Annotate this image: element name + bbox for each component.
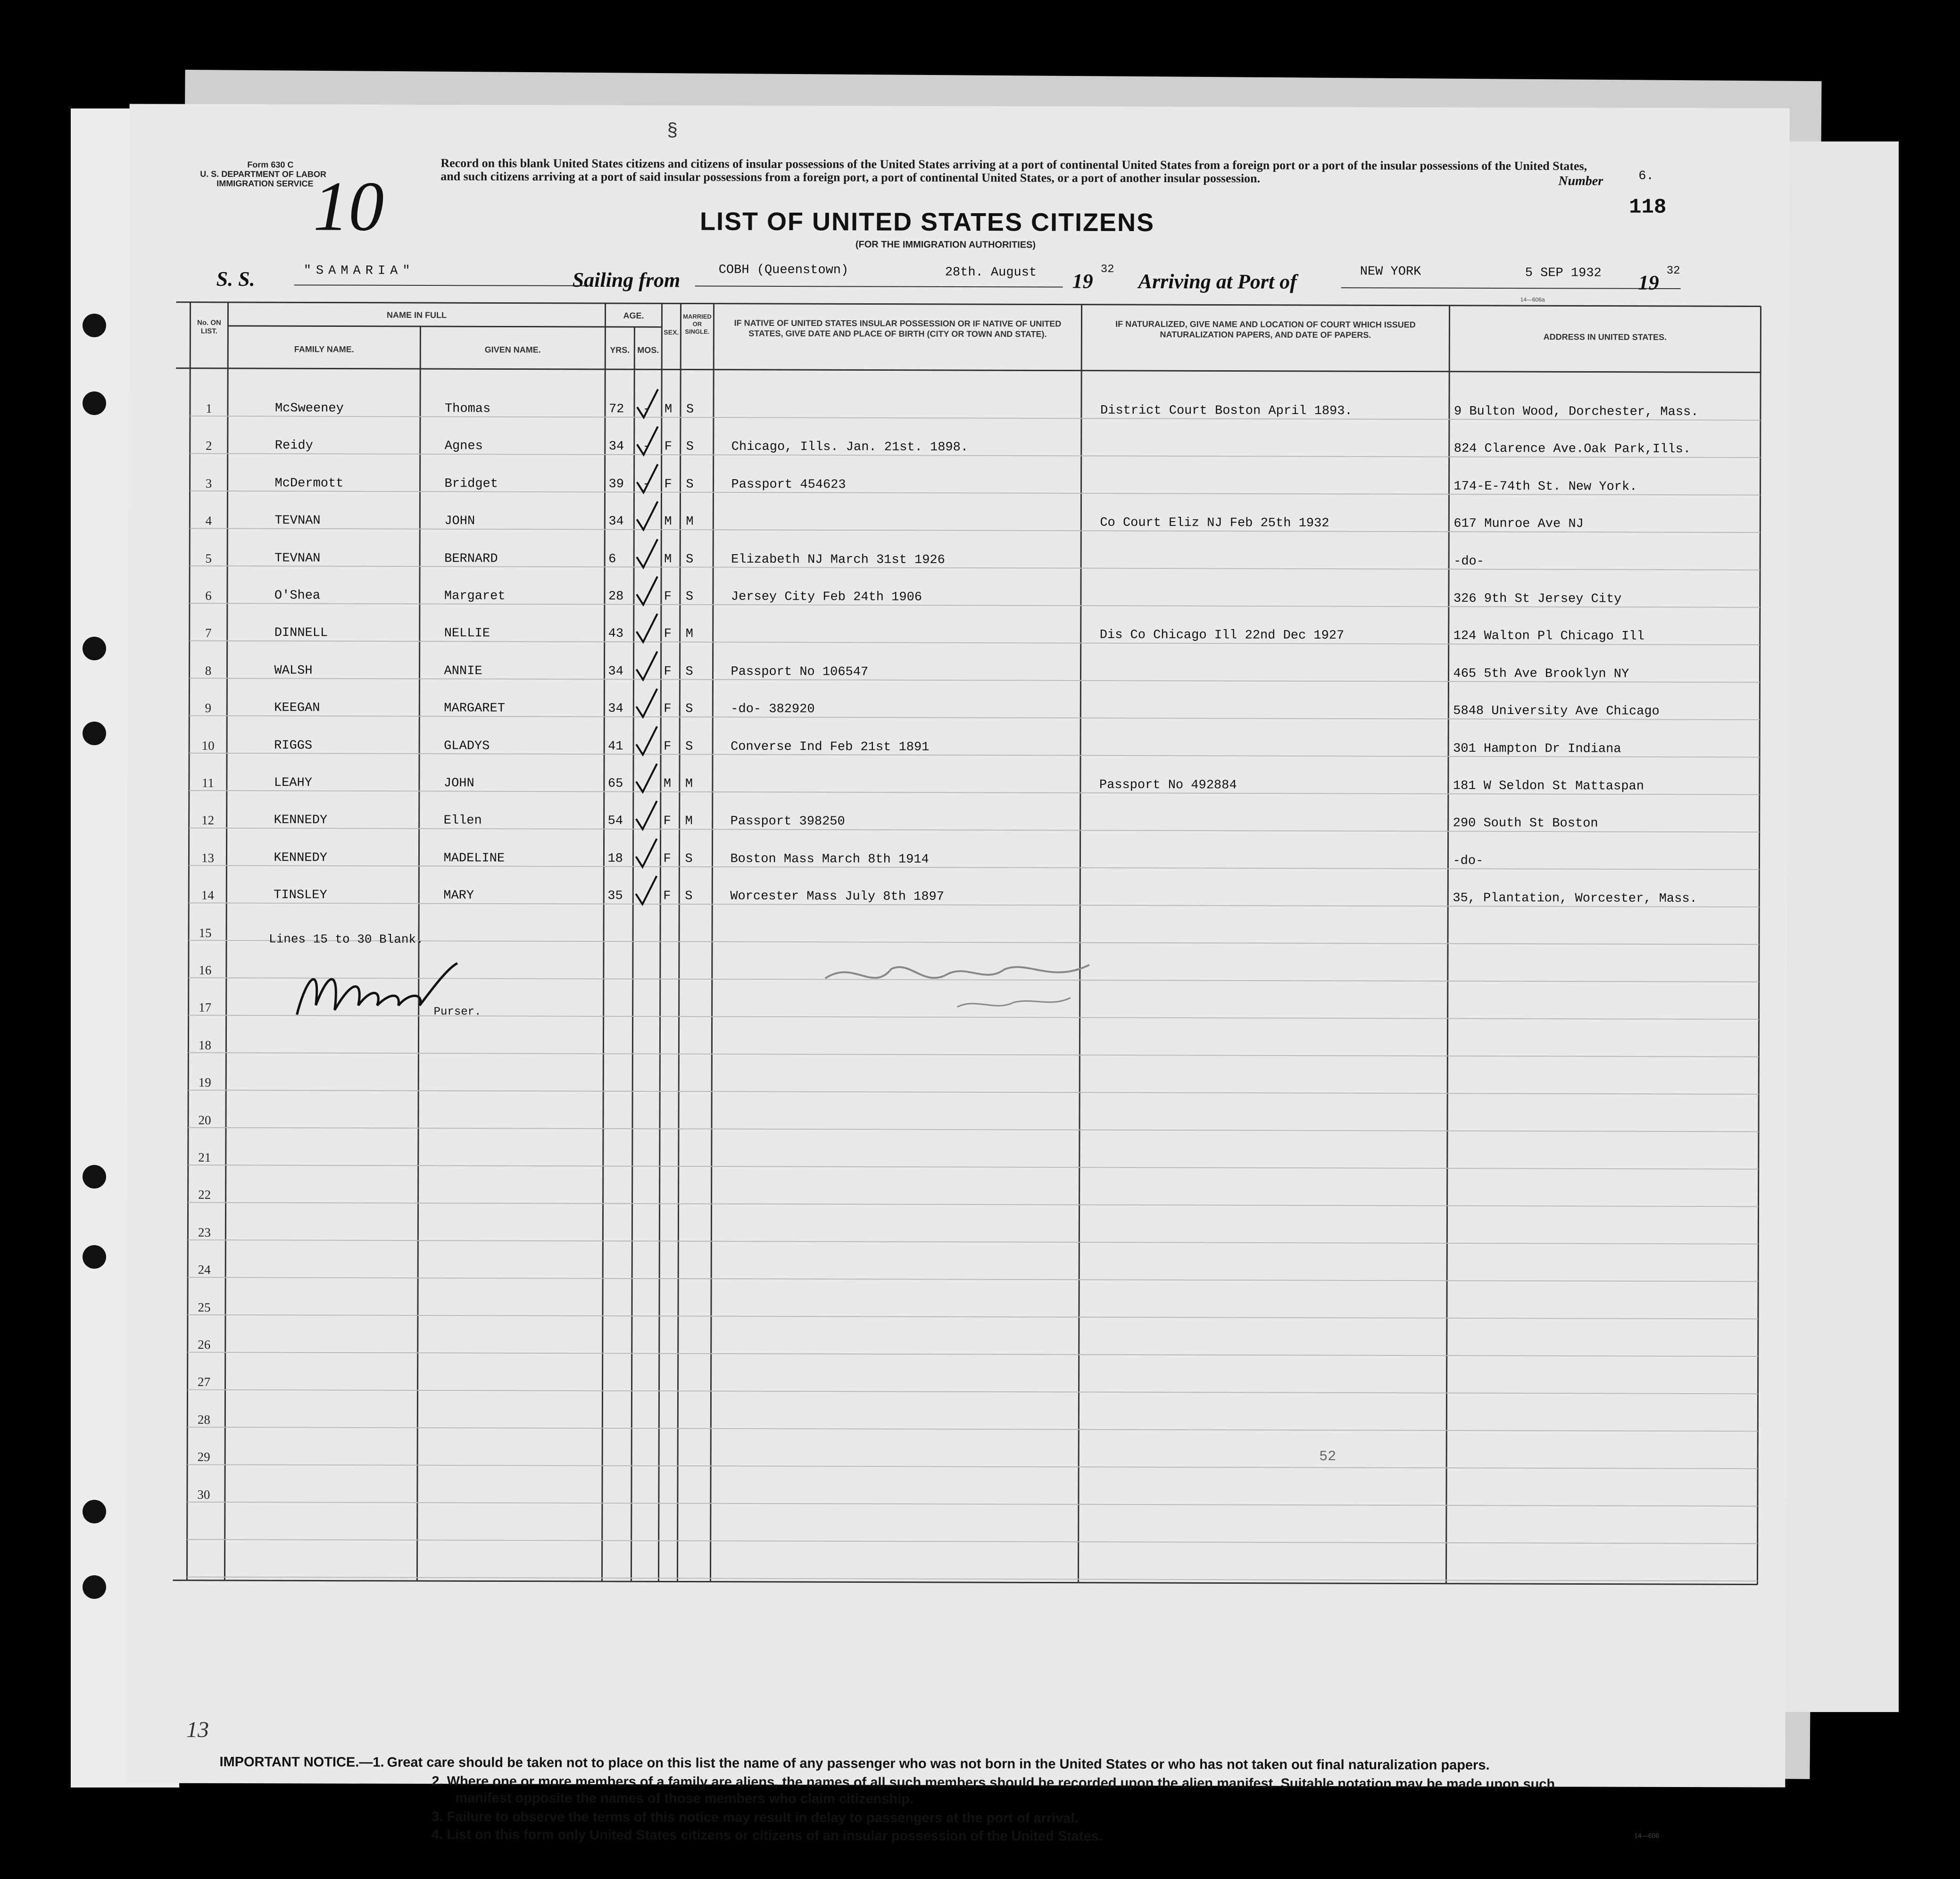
col-header-age: AGE.	[623, 311, 644, 321]
checkmark-icon	[632, 725, 661, 758]
checkmark-icon	[633, 426, 662, 459]
number-value: 6.	[1638, 169, 1654, 183]
checkmark-icon	[633, 463, 661, 496]
birth-info: Boston Mass March 8th 1914	[730, 852, 929, 867]
family-name: McDermott	[274, 476, 344, 491]
row-number: 13	[201, 850, 215, 865]
row-number: 21	[198, 1150, 211, 1164]
binder-hole	[83, 1500, 106, 1523]
binder-hole	[83, 1165, 106, 1189]
row-number: 14	[201, 888, 214, 903]
marital-status: S	[686, 402, 694, 417]
us-address: 326 9th St Jersey City	[1453, 591, 1622, 607]
age-months: -	[642, 402, 651, 417]
marital-status: M	[685, 777, 693, 791]
binder-hole	[83, 637, 106, 660]
us-address: 174-E-74th St. New York.	[1453, 479, 1637, 494]
checkmark-icon	[632, 838, 660, 871]
blank-lines-note: Lines 15 to 30 Blank.	[268, 932, 424, 947]
arrival-date-stamp: 5 SEP 1932	[1525, 266, 1602, 281]
checkmark-icon	[633, 575, 661, 608]
notice-heading: IMPORTANT NOTICE.—1.	[219, 1754, 384, 1770]
marital-status: S	[685, 590, 694, 604]
family-name: KEEGAN	[274, 701, 320, 715]
birth-info: Worcester Mass July 8th 1897	[730, 889, 944, 905]
age-years: 65	[607, 777, 623, 791]
given-name: Thomas	[444, 402, 491, 416]
checkmark-icon	[633, 613, 661, 646]
marital-status: M	[686, 515, 694, 529]
col-header-mos: MOS.	[637, 345, 659, 355]
manifest-sheet	[125, 104, 1789, 1844]
sex: F	[664, 739, 672, 754]
col-header-birth: IF NATIVE OF UNITED STATES INSULAR POSSESSION OR IF NATIVE OF UNITED STATES, GIVE DATE AND PLACE OF BIRTH (CITY OR TOWN AND STATE).	[734, 318, 1062, 339]
us-address: 35, Plantation, Worcester, Mass.	[1453, 891, 1697, 906]
given-name: Margaret	[444, 589, 506, 604]
naturalization-info: District Court Boston April 1893.	[1100, 403, 1353, 419]
col-header-family: FAMILY NAME.	[294, 344, 354, 354]
naturalization-info: Co Court Eliz NJ Feb 25th 1932	[1100, 515, 1329, 531]
age-years: 72	[608, 402, 624, 417]
row-number: 15	[199, 925, 212, 940]
family-name: DINNELL	[274, 626, 328, 640]
age-years: 34	[608, 515, 624, 529]
col-header-naturalized: IF NATURALIZED, GIVE NAME AND LOCATION OF COURT WHICH ISSUED NATURALIZATION PAPERS, AND DATE OF PAPERS.	[1115, 319, 1416, 340]
age-years: 6	[608, 552, 616, 566]
family-name: McSweeney	[274, 401, 344, 416]
row-number: 25	[198, 1300, 211, 1314]
us-address: 9 Bulton Wood, Dorchester, Mass.	[1453, 404, 1699, 420]
checkmark-icon	[632, 650, 661, 683]
marital-status: S	[686, 477, 694, 492]
col-header-address: ADDRESS IN UNITED STATES.	[1543, 332, 1667, 342]
family-name: TINSLEY	[274, 888, 327, 903]
birth-info: Converse Ind Feb 21st 1891	[731, 740, 930, 755]
us-address: 181 W Seldon St Mattaspan	[1453, 779, 1644, 794]
sex: F	[664, 702, 672, 716]
row-number: 28	[197, 1412, 210, 1427]
binder-hole	[83, 1575, 106, 1599]
sex: M	[664, 552, 672, 567]
marital-status: S	[686, 440, 694, 454]
us-address: 290 South St Boston	[1453, 816, 1598, 831]
given-name: BERNARD	[444, 551, 498, 566]
row-number: 23	[198, 1225, 211, 1239]
checkmark-icon	[632, 688, 661, 721]
birth-info: Elizabeth NJ March 31st 1926	[731, 552, 945, 567]
row-number: 9	[205, 701, 212, 715]
given-name: JOHN	[444, 514, 475, 529]
sex: F	[663, 889, 671, 904]
marital-status: S	[685, 889, 693, 904]
notice-item-1: Great care should be taken not to place on this list the name of any passenger who was not born in the United States or who has not taken out final naturalization papers.	[387, 1754, 1490, 1773]
age-years: 35	[607, 889, 623, 904]
col-header-sex: SEX.	[664, 328, 679, 336]
page-subtitle: (FOR THE IMMIGRATION AUTHORITIES)	[855, 239, 1036, 250]
row-number: 17	[199, 1000, 212, 1015]
sex: M	[664, 515, 672, 529]
row-number: 27	[198, 1375, 211, 1389]
sailing-label: Sailing from	[572, 268, 681, 292]
age-months: -	[642, 440, 651, 454]
row-number: 11	[201, 775, 214, 790]
family-name: O'Shea	[274, 589, 321, 603]
row-number: 6	[205, 588, 212, 603]
marital-status: S	[685, 852, 693, 866]
given-name: GLADYS	[444, 739, 490, 753]
col-header-yrs: YRS.	[610, 345, 630, 355]
birth-info: Passport 398250	[730, 815, 845, 829]
age-years: 34	[608, 664, 623, 679]
age-years: 39	[608, 477, 624, 491]
binder-hole	[83, 391, 106, 415]
family-name: Reidy	[274, 439, 313, 453]
purser-label: Purser.	[433, 1006, 482, 1019]
top-mark: §	[667, 119, 678, 141]
row-number: 16	[199, 963, 212, 977]
naturalization-info: Dis Co Chicago Ill 22nd Dec 1927	[1099, 628, 1345, 643]
sex: M	[663, 777, 672, 791]
age-years: 43	[608, 627, 624, 641]
birth-info: Passport 454623	[731, 477, 846, 492]
family-name: KENNEDY	[274, 813, 328, 828]
year-suffix-2: 32	[1666, 264, 1680, 278]
given-name: ANNIE	[444, 664, 482, 679]
age-years: 34	[608, 702, 623, 716]
sex: M	[664, 402, 673, 417]
year-prefix-1: 19	[1072, 269, 1093, 293]
given-name: Bridget	[444, 476, 498, 491]
notice-item-2a: 2. Where one or more members of a family are aliens, the names of all such members should be recorded upon the alien manifest. Suitable notation may be made upon such	[432, 1774, 1555, 1792]
department-name: U. S. DEPARTMENT OF LABOR	[200, 169, 326, 179]
given-name: JOHN	[443, 776, 474, 791]
year-prefix-2: 19	[1638, 271, 1659, 294]
row-number: 22	[198, 1188, 211, 1202]
given-name: MARY	[443, 889, 474, 903]
sex: F	[664, 627, 672, 641]
checkmark-icon	[632, 763, 661, 796]
row-number: 24	[198, 1262, 211, 1277]
row-number: 29	[197, 1449, 210, 1464]
notice-code: 14—606	[1634, 1831, 1660, 1839]
sailing-port: COBH (Queenstown)	[718, 263, 849, 278]
birth-info: Passport No 106547	[731, 665, 869, 680]
arriving-port: NEW YORK	[1360, 265, 1421, 279]
us-address: 301 Hampton Dr Indiana	[1453, 741, 1621, 757]
notice-item-4: 4. List on this form only United States citizens or citizens of an insular possession of the United States.	[432, 1827, 1103, 1844]
col-header-married: MARRIED OR SINGLE.	[683, 313, 712, 335]
row-number: 30	[197, 1487, 210, 1502]
family-name: KENNEDY	[274, 851, 327, 865]
sex: F	[664, 477, 672, 492]
arriving-label: Arriving at Port of	[1138, 269, 1297, 293]
page-title: LIST OF UNITED STATES CITIZENS	[699, 207, 1155, 237]
row-number: 5	[205, 551, 212, 565]
row-number: 20	[198, 1113, 211, 1127]
binder-hole	[83, 1245, 106, 1269]
us-address: 5848 University Ave Chicago	[1453, 704, 1660, 719]
row-number: 19	[198, 1075, 211, 1090]
marital-status: S	[686, 552, 694, 567]
sex: F	[664, 590, 672, 604]
marital-status: S	[685, 665, 693, 679]
us-address: 124 Walton Pl Chicago Ill	[1453, 629, 1644, 644]
form-instruction: Record on this blank United States citizens and citizens of insular possessions of the United States arriving at a port of continental United States from a foreign port or a port of the insular possessions of the United States, and such citizens arriving at a port of said insular possessions from a foreign port, a port of continental United States, or a port of another insular possession.	[440, 156, 1587, 185]
checkmark-icon	[633, 538, 661, 571]
col-header-given: GIVEN NAME.	[484, 345, 541, 355]
checkmark-icon	[632, 875, 660, 908]
birth-info: Jersey City Feb 24th 1906	[731, 590, 922, 605]
birth-info: -do- 382920	[731, 702, 815, 717]
family-name: WALSH	[274, 664, 313, 678]
family-name: RIGGS	[274, 738, 313, 753]
family-name: TEVNAN	[274, 514, 321, 528]
ship-name: "SAMARIA"	[303, 264, 415, 278]
row-number: 4	[205, 514, 212, 528]
age-years: 34	[608, 440, 624, 454]
inspector-signature	[816, 950, 1099, 1022]
binder-hole	[83, 314, 106, 337]
checkmark-icon	[633, 500, 661, 533]
service-name: IMMIGRATION SERVICE	[216, 178, 314, 189]
row-number: 3	[205, 476, 212, 491]
naturalization-info: Passport No 492884	[1099, 778, 1237, 793]
given-name: Agnes	[444, 439, 483, 454]
given-name: Ellen	[443, 814, 482, 828]
sailing-date: 28th. August	[945, 265, 1037, 280]
us-address: 617 Munroe Ave NJ	[1453, 516, 1584, 532]
col-header-name: NAME IN FULL	[386, 310, 447, 320]
row-number: 2	[205, 439, 212, 453]
notice-item-2b: manifest opposite the names of those members who claim citizenship.	[455, 1790, 914, 1807]
us-address: -do-	[1453, 854, 1484, 868]
stamp-number: 118	[1629, 195, 1667, 219]
given-name: MARGARET	[444, 701, 505, 716]
sex: F	[664, 665, 672, 679]
row-number: 8	[205, 663, 212, 678]
binder-hole	[83, 722, 106, 745]
us-address: 465 5th Ave Brooklyn NY	[1453, 666, 1629, 682]
ss-label: S. S.	[216, 267, 255, 291]
col-header-no: No. ON LIST.	[197, 318, 221, 335]
row-number: 26	[198, 1337, 211, 1352]
age-years: 28	[608, 590, 624, 604]
birth-info: Chicago, Ills. Jan. 21st. 1898.	[731, 440, 969, 455]
marital-status: S	[685, 740, 693, 754]
citizen-list-form	[130, 104, 1780, 1844]
given-name: NELLIE	[444, 626, 490, 641]
age-years: 41	[608, 739, 623, 754]
age-years: 18	[607, 851, 623, 866]
printer-mark: 14—606a	[1520, 296, 1545, 303]
row-number: 7	[205, 626, 212, 640]
margin-note: 13	[186, 1717, 209, 1742]
form-number: Form 630 C	[247, 160, 294, 170]
sex: F	[663, 814, 671, 829]
year-suffix-1: 32	[1100, 263, 1114, 276]
marital-status: M	[685, 814, 693, 829]
age-years: 54	[607, 814, 623, 829]
sex: F	[663, 852, 671, 866]
row-number: 18	[198, 1038, 211, 1052]
notice-item-3: 3. Failure to observe the terms of this notice may result in delay to passengers at the port of arrival.	[432, 1809, 1079, 1826]
age-months: -	[642, 477, 650, 492]
us-address: 824 Clarence Ave.Oak Park,Ills.	[1453, 442, 1691, 457]
marital-status: M	[685, 627, 693, 641]
family-name: LEAHY	[274, 776, 312, 790]
row-number: 12	[201, 813, 215, 828]
sex: F	[664, 440, 673, 454]
right-sheet-edge	[1773, 141, 1899, 1712]
row-number: 10	[201, 738, 215, 753]
checkmark-icon	[632, 800, 661, 833]
stray-mark: 52	[1319, 1449, 1337, 1465]
handwritten-page-number: 10	[313, 167, 384, 246]
marital-status: S	[685, 702, 693, 716]
given-name: MADELINE	[443, 851, 505, 866]
number-label: Number	[1558, 174, 1603, 189]
row-number: 1	[206, 401, 212, 416]
family-name: TEVNAN	[274, 551, 321, 566]
us-address: -do-	[1453, 554, 1484, 569]
checkmark-icon	[633, 388, 662, 421]
